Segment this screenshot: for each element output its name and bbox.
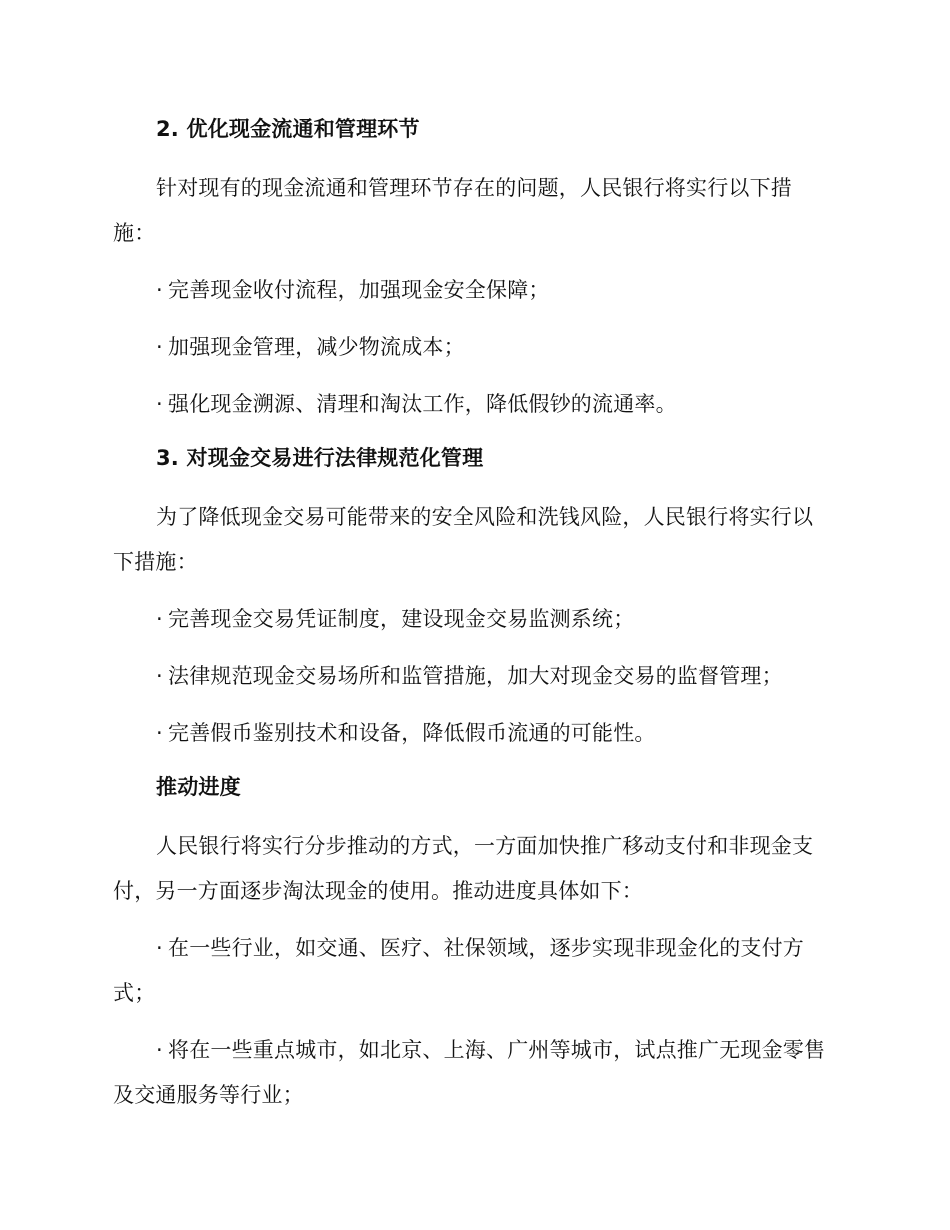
list-item-text: 在一些行业，如交通、医疗、社保领域，逐步实现非现金化的支付方式； (113, 936, 804, 1005)
list-item-text: 完善现金收付流程，加强现金安全保障； (168, 278, 550, 302)
list-item-text: 将在一些重点城市，如北京、上海、广州等城市，试点推广无现金零售及交通服务等行业； (113, 1038, 826, 1107)
bullet-icon: · (156, 664, 163, 688)
section-heading-2: 2. 优化现金流通和管理环节 (156, 117, 420, 141)
list-item-text: 加强现金管理，减少物流成本； (168, 335, 465, 359)
list-item (113, 711, 833, 756)
bullet-icon: · (156, 936, 163, 960)
list-item-text: 完善假币鉴别技术和设备，降低假币流通的可能性。 (168, 721, 656, 745)
bullet-icon: · (156, 335, 163, 359)
section-3-intro: 为了降低现金交易可能带来的安全风险和洗钱风险，人民银行将实行以下措施： (113, 505, 814, 574)
list-item (113, 654, 833, 699)
list-item (113, 268, 833, 313)
section-heading-progress: 推动进度 (156, 775, 241, 799)
list-item (113, 926, 833, 1016)
bullet-icon: · (156, 278, 163, 302)
list-item-text: 强化现金溯源、清理和淘汰工作，降低假钞的流通率。 (168, 392, 677, 416)
list-item-text: 法律规范现金交易场所和监管措施，加大对现金交易的监督管理； (168, 664, 783, 688)
list-item (113, 1028, 833, 1118)
list-item (113, 597, 833, 642)
bullet-icon: · (156, 392, 163, 416)
progress-intro: 人民银行将实行分步推动的方式，一方面加快推广移动支付和非现金支付，另一方面逐步淘汰现金的使用。推动进度具体如下： (113, 834, 814, 903)
list-item (113, 382, 833, 427)
section-heading-3: 3. 对现金交易进行法律规范化管理 (156, 446, 484, 470)
document-page (113, 110, 833, 1130)
list-item (113, 325, 833, 370)
list-item-text: 完善现金交易凭证制度，建设现金交易监测系统； (168, 607, 635, 631)
bullet-icon: · (156, 1038, 163, 1062)
section-2-intro: 针对现有的现金流通和管理环节存在的问题，人民银行将实行以下措施： (113, 176, 792, 245)
bullet-icon: · (156, 721, 163, 745)
bullet-icon: · (156, 607, 163, 631)
